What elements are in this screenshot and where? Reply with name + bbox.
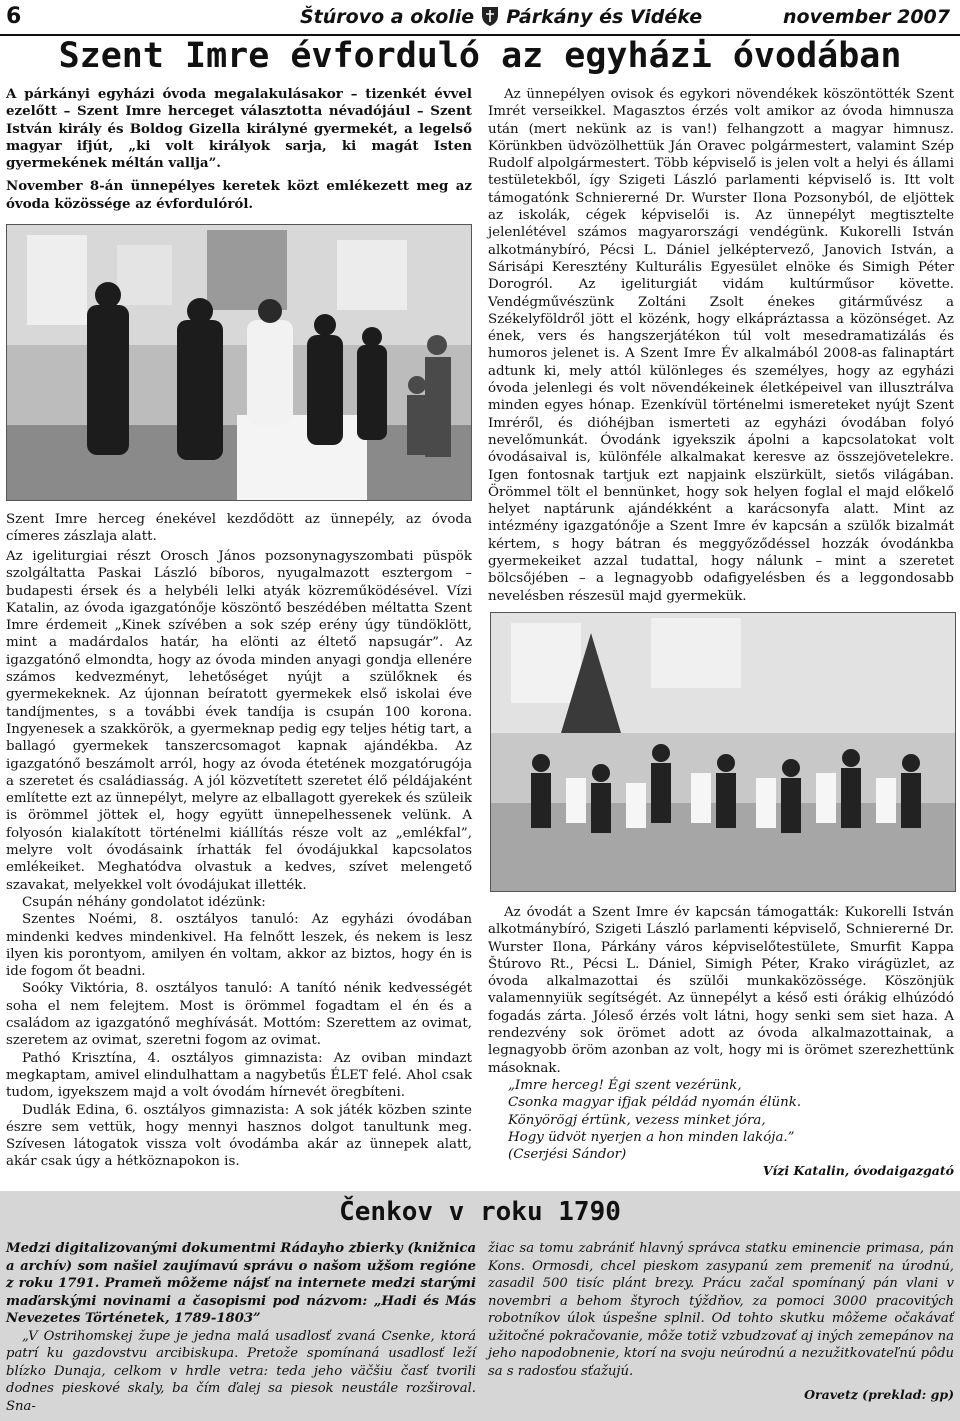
masthead-right: Párkány és Vidéke	[506, 6, 703, 28]
box-signature: Oravetz (preklad: gp)	[804, 1387, 954, 1402]
children-dance-photo	[490, 612, 956, 892]
body-paragraph: Csupán néhány gondolatot idézünk:	[22, 894, 266, 910]
article-title: Szent Imre évforduló az egyházi óvodában	[58, 36, 902, 76]
crest-icon	[480, 5, 500, 27]
box-paragraph: Medzi digitalizovanými dokumentmi Rádayho zbierky (knižnica a archív) som našiel zaujímavú správu o našom užšom regióne z roku 1791. Prameň môžeme nájsť na internete medzi starými maďarskými novinami a časopismi pod názvom: „Hadi és Más Nevezetes Történetek, 1789-1803”	[6, 1241, 476, 1326]
page-number: 6	[6, 4, 22, 29]
poem-line: Csonka magyar ifjak példád nyomán élünk.	[508, 1095, 802, 1111]
poem-line: Hogy üdvöt nyerjen a hon minden lakója.”	[508, 1129, 795, 1145]
box-paragraph: „V Ostrihomskej župe je jedna malá usadlosť zvaná Csenke, ktorá patrí ku gazdovstvu arcibiskupa. Pretože spomínaná usadlosť leží blízko Dunaja, celkom v hrdle vetra: teda jeho väčšiu časť tvorili dodnes pieskové skaly, ba čím ďalej sa piesok neustále rozširoval. Sna-	[6, 1328, 476, 1414]
body-paragraph: Az óvodát a Szent Imre év kapcsán támogatták: Kukorelli István alkotmánybíró, Szigeti László parlamenti képviselő, Schniererné Dr. Wurster Ilona, Párkány város képviselőtestülete, Smurfit Kappa Štúrovo Rt., Pécsi L. Dániel, Simigh Péter, Krako virágüzlet, az óvoda alkalmazottai és szülői munkaközössége. Köszönjük valamennyiük segítségét. Az ünnepélyt a késő esti órákig elhúzódó fogadás zárta. Jóleső érzés volt látni, hogy senki sem siet haza. A rendezvény sok örömet adott az óvoda alkalmazottainak, a legnagyobb öröm azonban az volt, hogy mi is örömet szerezhettünk másoknak.	[488, 905, 954, 1076]
lead-paragraph: November 8-án ünnepélyes keretek közt emlékezett meg az óvoda közössége az évfordulóról.	[6, 178, 472, 212]
box-paragraph: žiac sa tomu zabrániť hlavný správca statku eminencie primasa, pán Kons. Ormosdi, chcel pieskom zasypanú zem premeniť na úrodnú, zasadil 500 tisíc plánt brezy. Prácu začal spomínaný pán vlani v novembri a behom štyroch týždňov, za pomoci 3000 pracovitých robotníkov úlok úspešne splnil. Od tohto skutku môžeme očakávať užitočné pokračovanie, môže totiž vzbudzovať aj iných zemepánov na jeho napodobnenie, ktorí na svoju neúrodnú a nezužitkovateľnú pôdu sa s radosťou sťažujú.	[488, 1241, 954, 1379]
masthead	[300, 5, 702, 28]
box-title: Čenkov v roku 1790	[339, 1197, 621, 1227]
body-paragraph: Dudlák Edina, 6. osztályos gimnazista: A sok játék közben szinte észre sem vettük, hogy mennyi hasznos dolgot tanultunk meg. Szívesen látogatok vissza volt óvodámba akár az ünnepek alatt, akár csak úgy a hétköznapokon is.	[6, 1102, 472, 1170]
box-text-left	[6, 1240, 476, 1415]
article-body-left	[6, 548, 472, 1171]
body-paragraph: Az igeliturgiai részt Orosch János pozsonynagyszombati püspök szolgáltatta Paskai László bíboros, nyugalmazott esztergom – budapesti érsek és a helybéli lelki atyák közreműködésével. Vízi Katalin, az óvoda igazgatónője köszöntő beszédében méltatta Szent Imre érdemeit „Kinek szívében a sok szép erény úgy tündöklött, mint a madárdalos határ, ha elönti az éltető napsugár”. Az igazgatónő elmondta, hogy az óvoda minden anyagi gondja ellenére számos kedvezményt, lehetőséget nyújt a szülőknek és gyermekeknek. Az újonnan beíratott gyermekek első iskolai éve tandíjmentes, s a további évek tandíja is csupán 100 korona. Ingyenesek a szakkörök, a gyermeknap pedig egy teljes hétig tart, a ballagó gyermekek tanszercsomagot kapnak ajándékba. Az igazgatónő beszámolt arról, hogy az óvoda étetének mozgatórugója a szeretet és családiasság. A jól közvetített szeretet élő példájaként említette ezt az ünnepélyt, melyre az elballagott gyerekek és szüleik is örömmel jöttek el, hogy együtt ünnepelhessenek velünk. A folyosón kialakított történelmi kiállítás része volt az „emlékfal”, melyre volt óvodásaink írhatták fel óvodájukkal kapcsolatos emlékeiket. Meghatódva olvastuk a kedves, szívet melengető szavakat, melyekkel volt óvodájukat illették.	[6, 549, 472, 893]
box-text-right	[488, 1240, 954, 1380]
poem-author: (Cserjési Sándor)	[508, 1147, 627, 1163]
ceremony-photo	[6, 224, 472, 501]
article-body-right	[488, 86, 954, 605]
body-paragraph: Soóky Viktória, 8. osztályos tanuló: A tanító nénik kedvességét soha el nem felejtem. Most is örömmel fogadtam el én és a családom az igazgatónő meghívását. Mottóm: Szerettem az ovimat, szeretem az ovimat, szeretni fogom az ovimat.	[6, 981, 472, 1049]
body-paragraph: Szentes Noémi, 8. osztályos tanuló: Az egyházi óvodában mindenki kedves mindenkivel. Ha felnőtt leszek, és nekem is lesz ilyen kis porontyom, amilyen én voltam, akkor az biztos, hogy én is ide fogom őt beadni.	[6, 912, 472, 980]
article-body-right-bottom	[488, 904, 954, 1163]
poem-line: Könyörögj értünk, vezess minket jóra,	[508, 1112, 766, 1128]
body-paragraph: Pathó Krisztína, 4. osztályos gimnazista: Az oviban mindazt megkaptam, amivel elindulhattam a nagybetűs ÉLET felé. Ahol csak tudom, igyekszem majd a volt óvodám hírnevét öregbíteni.	[6, 1050, 472, 1101]
body-paragraph: Az ünnepélyen ovisok és egykori növendékek köszöntötték Szent Imrét verseikkel. Magasztos érzés volt amikor az óvoda himnusza után (mert nekünk az is van!) felhangzott a magyar himnusz. Körünkben üdvözölhettük Ján Oravec polgármestert, valamint Szép Rudolf alpolgármestert. Több képviselő is jelen volt a helyi és állami testületekből, így Szigeti László parlamenti képviselő is. Itt volt támogatónk Schniererné Dr. Wurster Ilona Pozsonyból, de eljöttek az iskolák, cégek képviselői is. Az ünnepélyt megtisztelte jelenlétével számos magyarországi vendégünk. Kukorelli István alkotmánybíró, Pécsi L. Dániel jelképtervező, Janovich István, a Sárisápi Keresztény Kulturális Egyesület elnöke és Simigh Péter Dorogról. Az igeliturgiát vidám kultúrműsor követte. Vendégművészünk Zoltáni Zsolt énekes gitárművész a Székelyföldről jött el közénk, hogy elkápráztassa a közönséget. Az ének, vers és hangszerjátékon túl volt mesedramatizálás és humoros jelenet is. A Szent Imre Év alkalmából 2008-as falinaptárt adtunk ki, mely attól különleges és személyes, hogy az egyházi óvoda jelenlegi és volt növendékeinek életképeivel van illusztrálva minden egyes hónap. Ezenkívül történelmi ismereteket nyújt Szent Imréről, és dióhéjban ismerteti az egyházi óvodában folyó nevelőmunkát. Óvodánk igyekszik ápolni a kapcsolatokat volt óvodásaival is, különféle alkalmakat keresve az összejövetelekre. Igen fontosnak tartjuk ezt napjaink elszürkült, sietős világában. Örömmel tölt el bennünket, hogy sok helyen foglal el majd előkelő helyet naptárunk ajándékként a karácsonyfa alatt. Mint az intézmény igazgatónője a Szent Imre év kapcsán a szülők bizalmát kértem, s hogy bátran és meggyőződéssel hozzák óvodánkba gyermekeiket azzal tudattal, hogy nálunk – mint a szeretet bölcsőjében – a legnagyobb odafigyelésben és a leggondosabb nevelésben részesül majd gyermekük.	[488, 87, 954, 604]
page-header	[0, 0, 960, 36]
photo-caption: Szent Imre herceg énekével kezdődött az ünnepély, az óvoda címeres zászlaja alatt.	[6, 512, 472, 545]
lead-paragraph: A párkányi egyházi óvoda megalakulásakor – tizenkét évvel ezelőtt – Szent Imre herceget választotta névadójául – Szent István király és Boldog Gizella királyné gyermekét, a legelső magyar ifjút, „ki volt királyok sarja, ki magát Isten gyermekének méltán vallja”.	[6, 86, 472, 172]
article-signature: Vízi Katalin, óvodaigazgató	[762, 1163, 954, 1178]
article-lead	[6, 86, 472, 213]
poem-line: „Imre herceg! Égi szent vezérünk,	[508, 1077, 742, 1093]
issue-date: november 2007	[782, 6, 950, 28]
masthead-left: Štúrovo a okolie	[300, 6, 475, 28]
